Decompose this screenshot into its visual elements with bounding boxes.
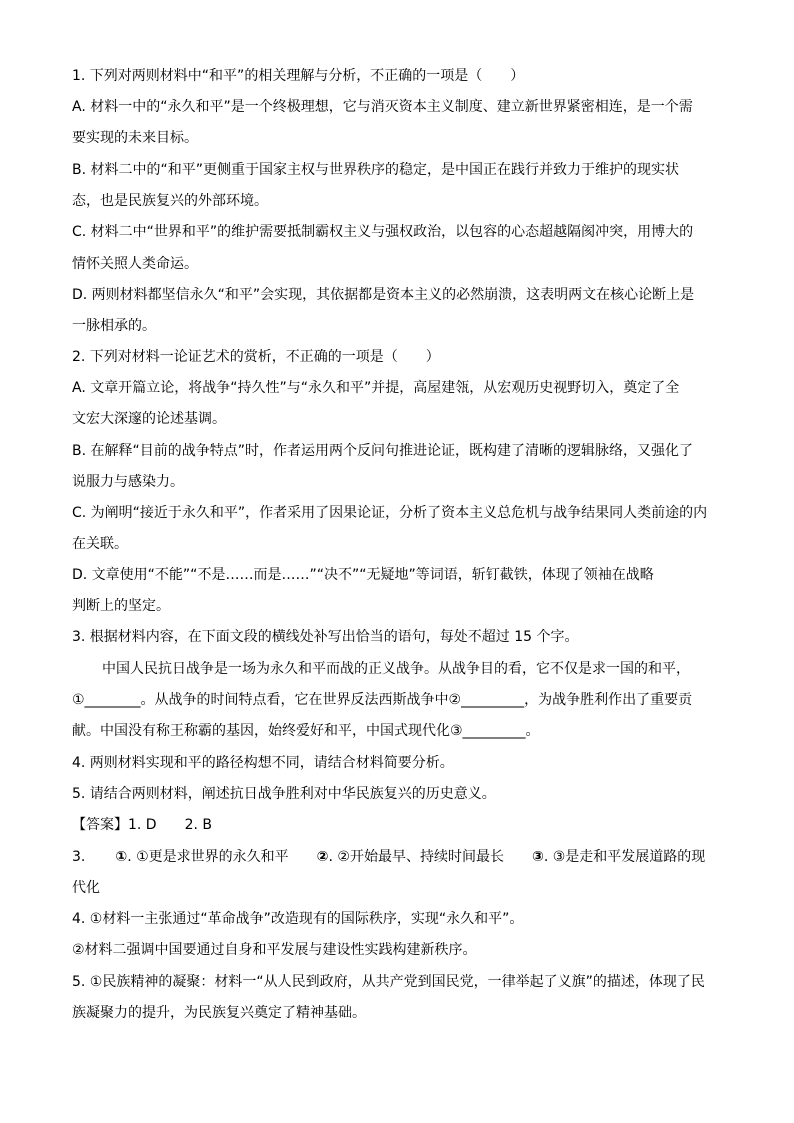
answer-1: 1. D (128, 817, 157, 833)
answer-3-marker-3: ③ (531, 849, 544, 865)
q3-passage-line1: 中国人民抗日战争是一场为永久和平而战的正义战争。从战争目的看，它不仅是求一国的和平， (102, 661, 690, 677)
answer-4-line2: ②材料二强调中国要通过自身和平发展与建设性实践构建新秩序。 (72, 942, 477, 958)
answer-4-line1: 4. ①材料一主张通过“革命战争”改造现有的国际秩序，实现“永久和平”。 (72, 911, 524, 927)
q2-option-b-line2: 说服力与感染力。 (72, 474, 184, 490)
answer-line-1 (72, 815, 722, 835)
q2-option-c-line1: C. 为阐明“接近于永久和平”，作者采用了因果论证，分析了资本主义总危机与战争结果同人类前途的内 (72, 505, 708, 521)
q2-option-b-line1: B. 在解释“目前的战争特点”时，作者运用两个反问句推进论证，既构建了清晰的逻辑脉络，又强化了 (72, 443, 694, 459)
q2-option-d-line2: 判断上的坚定。 (72, 598, 170, 614)
answer-3-part-3: . ③是走和平发展道路的现 (543, 849, 706, 865)
answer-tag: 【答案】 (72, 817, 128, 833)
answer-5-line2: 族凝聚力的提升，为民族复兴奠定了精神基础。 (72, 1005, 366, 1021)
q1-stem: 1. 下列对两则材料中“和平”的相关理解与分析，不正确的一项是（ ） (72, 68, 525, 84)
q1-option-c-line1: C. 材料二中“世界和平”的维护需要抵制霸权主义与强权政治，以包容的心态超越隔阂冲突，用博大的 (72, 224, 694, 240)
answer-3-number: 3. (72, 849, 86, 865)
answer-3-marker-2: ② (316, 849, 329, 865)
q3-stem: 3. 根据材料内容，在下面文段的横线处补写出恰当的语句，每处不超过 15 个字。 (72, 629, 579, 645)
q2-option-a-line1: A. 文章开篇立论，将战争“持久性”与“永久和平”并提，高屋建瓴，从宏观历史视野切入，奠定了全 (72, 380, 680, 396)
q1-option-a-line1: A. 材料一中的“永久和平”是一个终极理想，它与消灭资本主义制度、建立新世界紧密相连，是一个需 (72, 99, 693, 115)
answer-3-line2: 代化 (72, 880, 100, 896)
q2-option-c-line2: 在关联。 (72, 536, 128, 552)
answer-3-part-1: . ①更是求世界的永久和平 (127, 849, 289, 865)
q1-option-d-line2: 一脉相承的。 (72, 318, 156, 334)
q3-passage-line2: ①________。从战争的时间特点看，它在世界反法西斯战争中②_________，为战争胜利作出了重要贡 (72, 692, 693, 708)
q1-option-c-line2: 情怀关照人类命运。 (72, 256, 198, 272)
answer-3-line1 (72, 847, 722, 867)
q2-stem: 2. 下列对材料一论证艺术的赏析，不正确的一项是（ ） (72, 349, 440, 365)
q5-stem: 5. 请结合两则材料，阐述抗日战争胜利对中华民族复兴的历史意义。 (72, 786, 496, 802)
answer-5-line1: 5. ①民族精神的凝聚：材料一“从人民到政府，从共产党到国民党，一律举起了义旗”的描述，体现了民 (72, 974, 705, 990)
q3-passage-line3: 献。中国没有称王称霸的基因，始终爱好和平，中国式现代化③_________。 (72, 723, 540, 739)
q4-stem: 4. 两则材料实现和平的路径构想不同，请结合材料简要分析。 (72, 755, 454, 771)
q2-option-a-line2: 文宏大深邃的论述基调。 (72, 411, 226, 427)
q1-option-b-line1: B. 材料二中的“和平”更侧重于国家主权与世界秩序的稳定，是中国正在践行并致力于维护的现实状 (72, 162, 680, 178)
q1-option-b-line2: 态，也是民族复兴的外部环境。 (72, 193, 268, 209)
answer-3-part-2: . ②开始最早、持续时间最长 (328, 849, 504, 865)
answer-3-marker-1: ① (115, 849, 128, 865)
q1-option-d-line1: D. 两则材料都坚信永久“和平”会实现，其依据都是资本主义的必然崩溃，这表明两文在核心论断上是 (72, 287, 695, 303)
answer-2: 2. B (184, 817, 213, 833)
q1-option-a-line2: 要实现的未来目标。 (72, 130, 198, 146)
q2-option-d-line1: D. 文章使用“不能”“不是……而是……”“决不”“无疑地”等词语，斩钉截铁，体现了领袖在战略 (72, 567, 654, 583)
